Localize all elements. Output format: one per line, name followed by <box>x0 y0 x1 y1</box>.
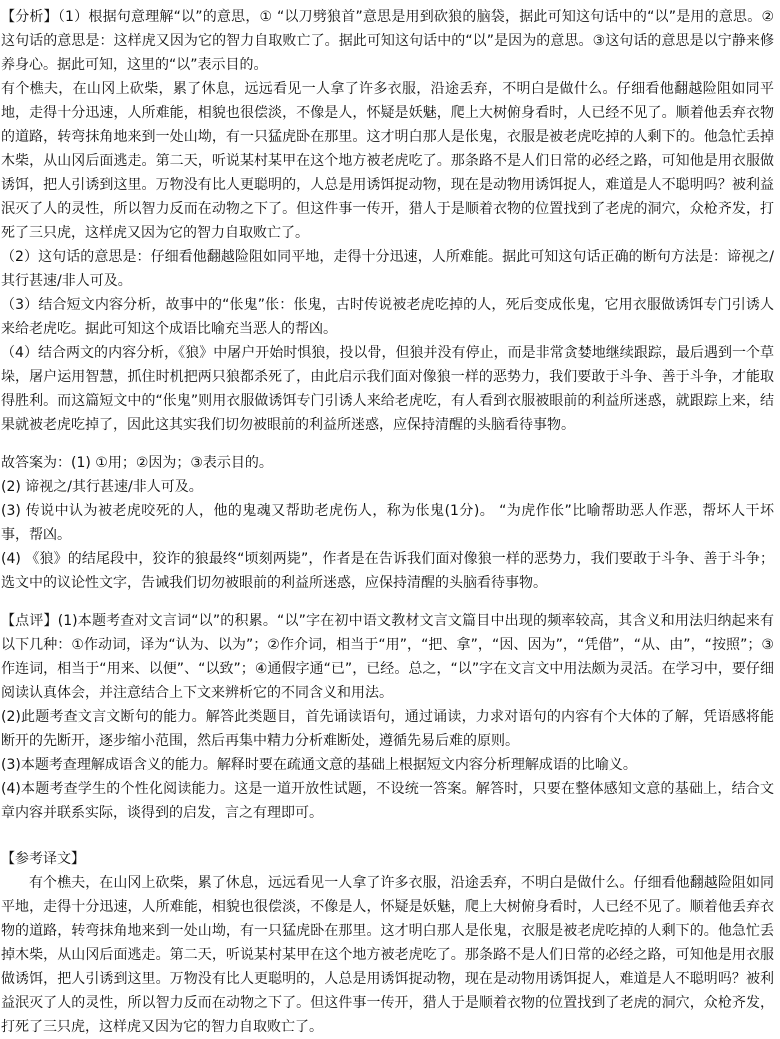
comment-line: (4)本题考查学生的个性化阅读能力。这是一道开放性试题，不设统一答案。解答时，只要在整体感知文意的基础上，结合文章内容并联系实际，谈得到的启发，言之有理即可。 <box>1 781 774 821</box>
comment-section <box>1 609 774 825</box>
analysis-paragraph: （4）结合两文的内容分析，《狼》中屠户开始时惧狼，投以骨，但狼并没有停止，而是非常贪婪地继续跟踪，最后遇到一个草垛，屠户运用智慧，抓住时机把两只狼都杀死了，由此启示我们面对像狼一样的恶势力，我们要敢于斗争、善于斗争，才能取得胜利。而这篇短文中的“伥鬼”则用衣服做诱饵专门引诱人来给老虎吃，有人看到衣服被眼前的利益所迷惑，就跟踪上来，结果就被老虎吃掉了，因此这其实我们切勿被眼前的利益所迷惑，应保持清醒的头脑看待事物。 <box>1 345 774 433</box>
analysis-paragraph: （2）这句话的意思是：仔细看他翻越险阻如同平地，走得十分迅速，人所难能。据此可知这句话正确的断句方法是：谛视之/其行甚速/非人可及。 <box>1 249 774 289</box>
answer-line: 故答案为：(1) ①用；②因为；③表示目的。 <box>1 455 273 471</box>
answer-section <box>1 451 774 595</box>
analysis-paragraph: （3）结合短文内容分析，故事中的“伥鬼”伥：伥鬼，古时传说被老虎吃掉的人，死后变成伥鬼，它用衣服做诱饵专门引诱人来给老虎吃。据此可知这个成语比喻充当恶人的帮凶。 <box>1 297 774 337</box>
analysis-section <box>1 5 774 437</box>
translation-body: 有个樵夫，在山冈上砍柴，累了休息，远远看见一人拿了许多衣服，沿途丢弃，不明白是做什么。仔细看他翻越险阻如同平地，走得十分迅速，人所难能，相貌也很偿淡，不像是人，怀疑是妖魅，爬上大树俯身看时，人已经不见了。顺着他丢弃衣物的道路，转弯抹角地来到一处山坳，有一只猛虎卧在那里。这才明白那人是伥鬼，衣服是被老虎吃掉的人剩下的。他急忙丢掉木柴，从山冈后面逃走。第二天，听说某村某甲在这个地方被老虎吃了。那条路不是人们日常的必经之路，可知他是用衣服做诱饵，把人引诱到这里。万物没有比人更聪明的，人总是用诱饵捉动物，现在是动物用诱饵捉人，难道是人不聪明吗？被利益泯灭了人的灵性，所以智力反而在动物之下了。但这件事一传开，猎人于是顺着衣物的位置找到了老虎的洞穴，众枪齐发，打死了三只虎，这样虎又因为它的智力自取败亡了。 <box>1 875 774 1035</box>
comment-line: (3)本题考查理解成语含义的能力。解释时要在疏通文意的基础上根据短文内容分析理解成语的比喻义。 <box>1 757 637 773</box>
comment-line: 【点评】(1)本题考查对文言词“以”的积累。“以”字在初中语文教材文言文篇目中出现的频率较高，其含义和用法归纳起来有以下几种：①作动词，译为“认为、以为”；②作介词，相当于“用”，“把、拿”，“因、因为”，“凭借”，“从、由”，“按照”；③作连词，相当于“用来、以便”、“以致”；④通假字通“已”，已经。总之，“以”字在文言文中用法颇为灵活。在学习中，要仔细阅读认真体会，并注意结合上下文来辨析它的不同含义和用法。 <box>1 613 774 701</box>
analysis-paragraph: 有个樵夫，在山冈上砍柴，累了休息，远远看见一人拿了许多衣服，沿途丢弃，不明白是做什么。仔细看他翻越险阻如同平地，走得十分迅速，人所难能，相貌也很偿淡，不像是人，怀疑是妖魅，爬上大树俯身看时，人已经不见了。顺着他丢弃衣物的道路，转弯抹角地来到一处山坳，有一只猛虎卧在那里。这才明白那人是伥鬼，衣服是被老虎吃掉的人剩下的。他急忙丢掉木柴，从山冈后面逃走。第二天，听说某村某甲在这个地方被老虎吃了。那条路不是人们日常的必经之路，可知他是用衣服做诱饵，把人引诱到这里。万物没有比人更聪明的，人总是用诱饵捉动物，现在是动物用诱饵捉人，难道是人不聪明吗？被利益泯灭了人的灵性，所以智力反而在动物之下了。但这件事一传开，猎人于是顺着衣物的位置找到了老虎的洞穴，众枪齐发，打死了三只虎，这样虎又因为它的智力自取败亡了。 <box>1 81 774 241</box>
translation-heading: 【参考译文】 <box>1 851 85 867</box>
analysis-paragraph: 【分析】（1）根据句意理解“以”的意思，① “以刀劈狼首”意思是用到砍狼的脑袋，据此可知这句话中的“以”是用的意思。②这句话的意思是：这样虎又因为它的智力自取败亡了。据此可知这句话中的“以”是因为的意思。③这句话的意思是以宁静来修养身心。据此可知，这里的“以”表示目的。 <box>1 9 774 73</box>
comment-line: (2)此题考查文言文断句的能力。解答此类题目，首先诵读语句，通过诵读，力求对语句的内容有个大体的了解，凭语感将能断开的先断开，逐步缩小范围，然后再集中精力分析难断处，遵循先易后难的原则。 <box>1 709 774 749</box>
answer-line: (4) 《狼》的结尾段中，狡诈的狼最终“顷刻两毙”，作者是在告诉我们面对像狼一样的恶势力，我们要敢于斗争、善于斗争；选文中的议论性文字，告诫我们切勿被眼前的利益所迷惑，应保持清醒的头脑看待事物。 <box>1 551 774 591</box>
translation-section <box>1 847 774 1039</box>
answer-line: (3) 传说中认为被老虎咬死的人，他的鬼魂又帮助老虎伤人，称为伥鬼(1分)。 “为虎作伥”比喻帮助恶人作恶，帮坏人干坏事，帮凶。 <box>1 503 774 543</box>
answer-line: (2) 谛视之/其行甚速/非人可及。 <box>1 479 203 495</box>
